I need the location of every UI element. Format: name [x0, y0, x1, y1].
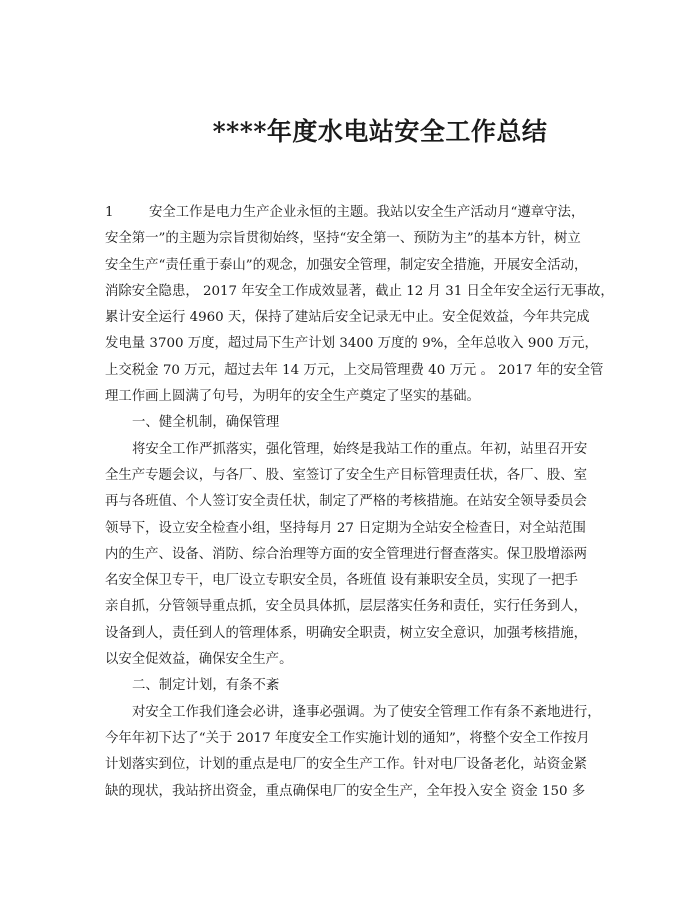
intro-line-7: 理工作画上圆满了句号，为明年的安全生产奠定了坚实的基础。: [105, 389, 480, 405]
intro-line-4: 累计安全运行 4960 天，保持了建站后安全记录无中止。安全促效益，今年共完成: [105, 310, 590, 326]
section2-line-1: 今年年初下达了“关于 2017 年度安全工作实施计划的通知”，将整个安全工作按月: [105, 730, 590, 746]
intro-line-3: 消除安全隐患， 2017 年安全工作成效显著，截止 12 月 31 日全年安全运行无事故，: [105, 283, 614, 299]
section1-line-5: 名安全保卫专干，电厂设立专职安全员，各班值 设有兼职安全员，实现了一把手: [105, 573, 578, 589]
section1-line-7: 设备到人，责任到人的管理体系，明确安全职责，树立安全意识，加强考核措施，: [105, 625, 588, 641]
intro-line-6: 上交税金 70 万元，超过去年 14 万元，上交局管理费 40 万元 。 2017 年的安全管: [105, 362, 604, 378]
section1-line-1: 全生产专题会议，与各厂、股、室签订了安全生产目标管理责任状，各厂、股、室: [105, 467, 588, 483]
section1-line-0: 将安全工作严抓落实，强化管理，始终是我站工作的重点。年初，站里召开安: [132, 441, 588, 457]
document-body: [105, 200, 615, 805]
section2-line-3: 缺的现状，我站挤出资金，重点确保电厂的安全生产，全年投入安全 资金 150 多: [105, 783, 586, 799]
paragraph-number: 1: [105, 205, 114, 220]
section1-line-6: 亲自抓，分管领导重点抓，安全员具体抓，层层落实任务和责任，实行任务到人，: [105, 599, 588, 615]
intro-text: 安全工作是电力生产企业永恒的主题。我站以安全生产活动月“遵章守法，: [149, 205, 585, 220]
intro-line-1: 安全第一”的主题为宗旨贯彻始终，坚持“安全第一、预防为主”的基本方针，树立: [105, 231, 581, 247]
intro-line-2: 安全生产“责任重于泰山”的观念，加强安全管理，制定安全措施，开展安全活动，: [105, 257, 588, 273]
intro-line-5: 发电量 3700 万度，超过局下生产计划 3400 万度的 9%，全年总收入 900 万元，: [105, 336, 598, 352]
document-title: ****年度水电站安全工作总结: [212, 117, 548, 146]
section1-heading: 一、健全机制，确保管理: [132, 415, 280, 431]
intro-line-0: [105, 200, 615, 226]
section1-line-4: 内的生产、设备、消防、综合治理等方面的安全管理进行督查落实。保卫股增添两: [105, 546, 588, 562]
section1-line-8: 以安全促效益，确保安全生产。: [105, 652, 293, 668]
section2-line-0: 对安全工作我们逢会必讲，逢事必强调。为了使安全管理工作有条不紊地进行，: [132, 704, 601, 720]
section2-line-2: 计划落实到位，计划的重点是电厂的安全生产工作。针对电厂设备老化，站资金紧: [105, 757, 588, 773]
section1-line-2: 再与各班值、个人签订安全责任状，制定了严格的考核措施。在站安全领导委员会: [105, 494, 588, 510]
section2-heading: 二、制定计划，有条不紊: [132, 678, 280, 694]
section1-line-3: 领导下，设立安全检查小组，坚持每月 27 日定期为全站安全检查日，对全站范围: [105, 520, 586, 536]
